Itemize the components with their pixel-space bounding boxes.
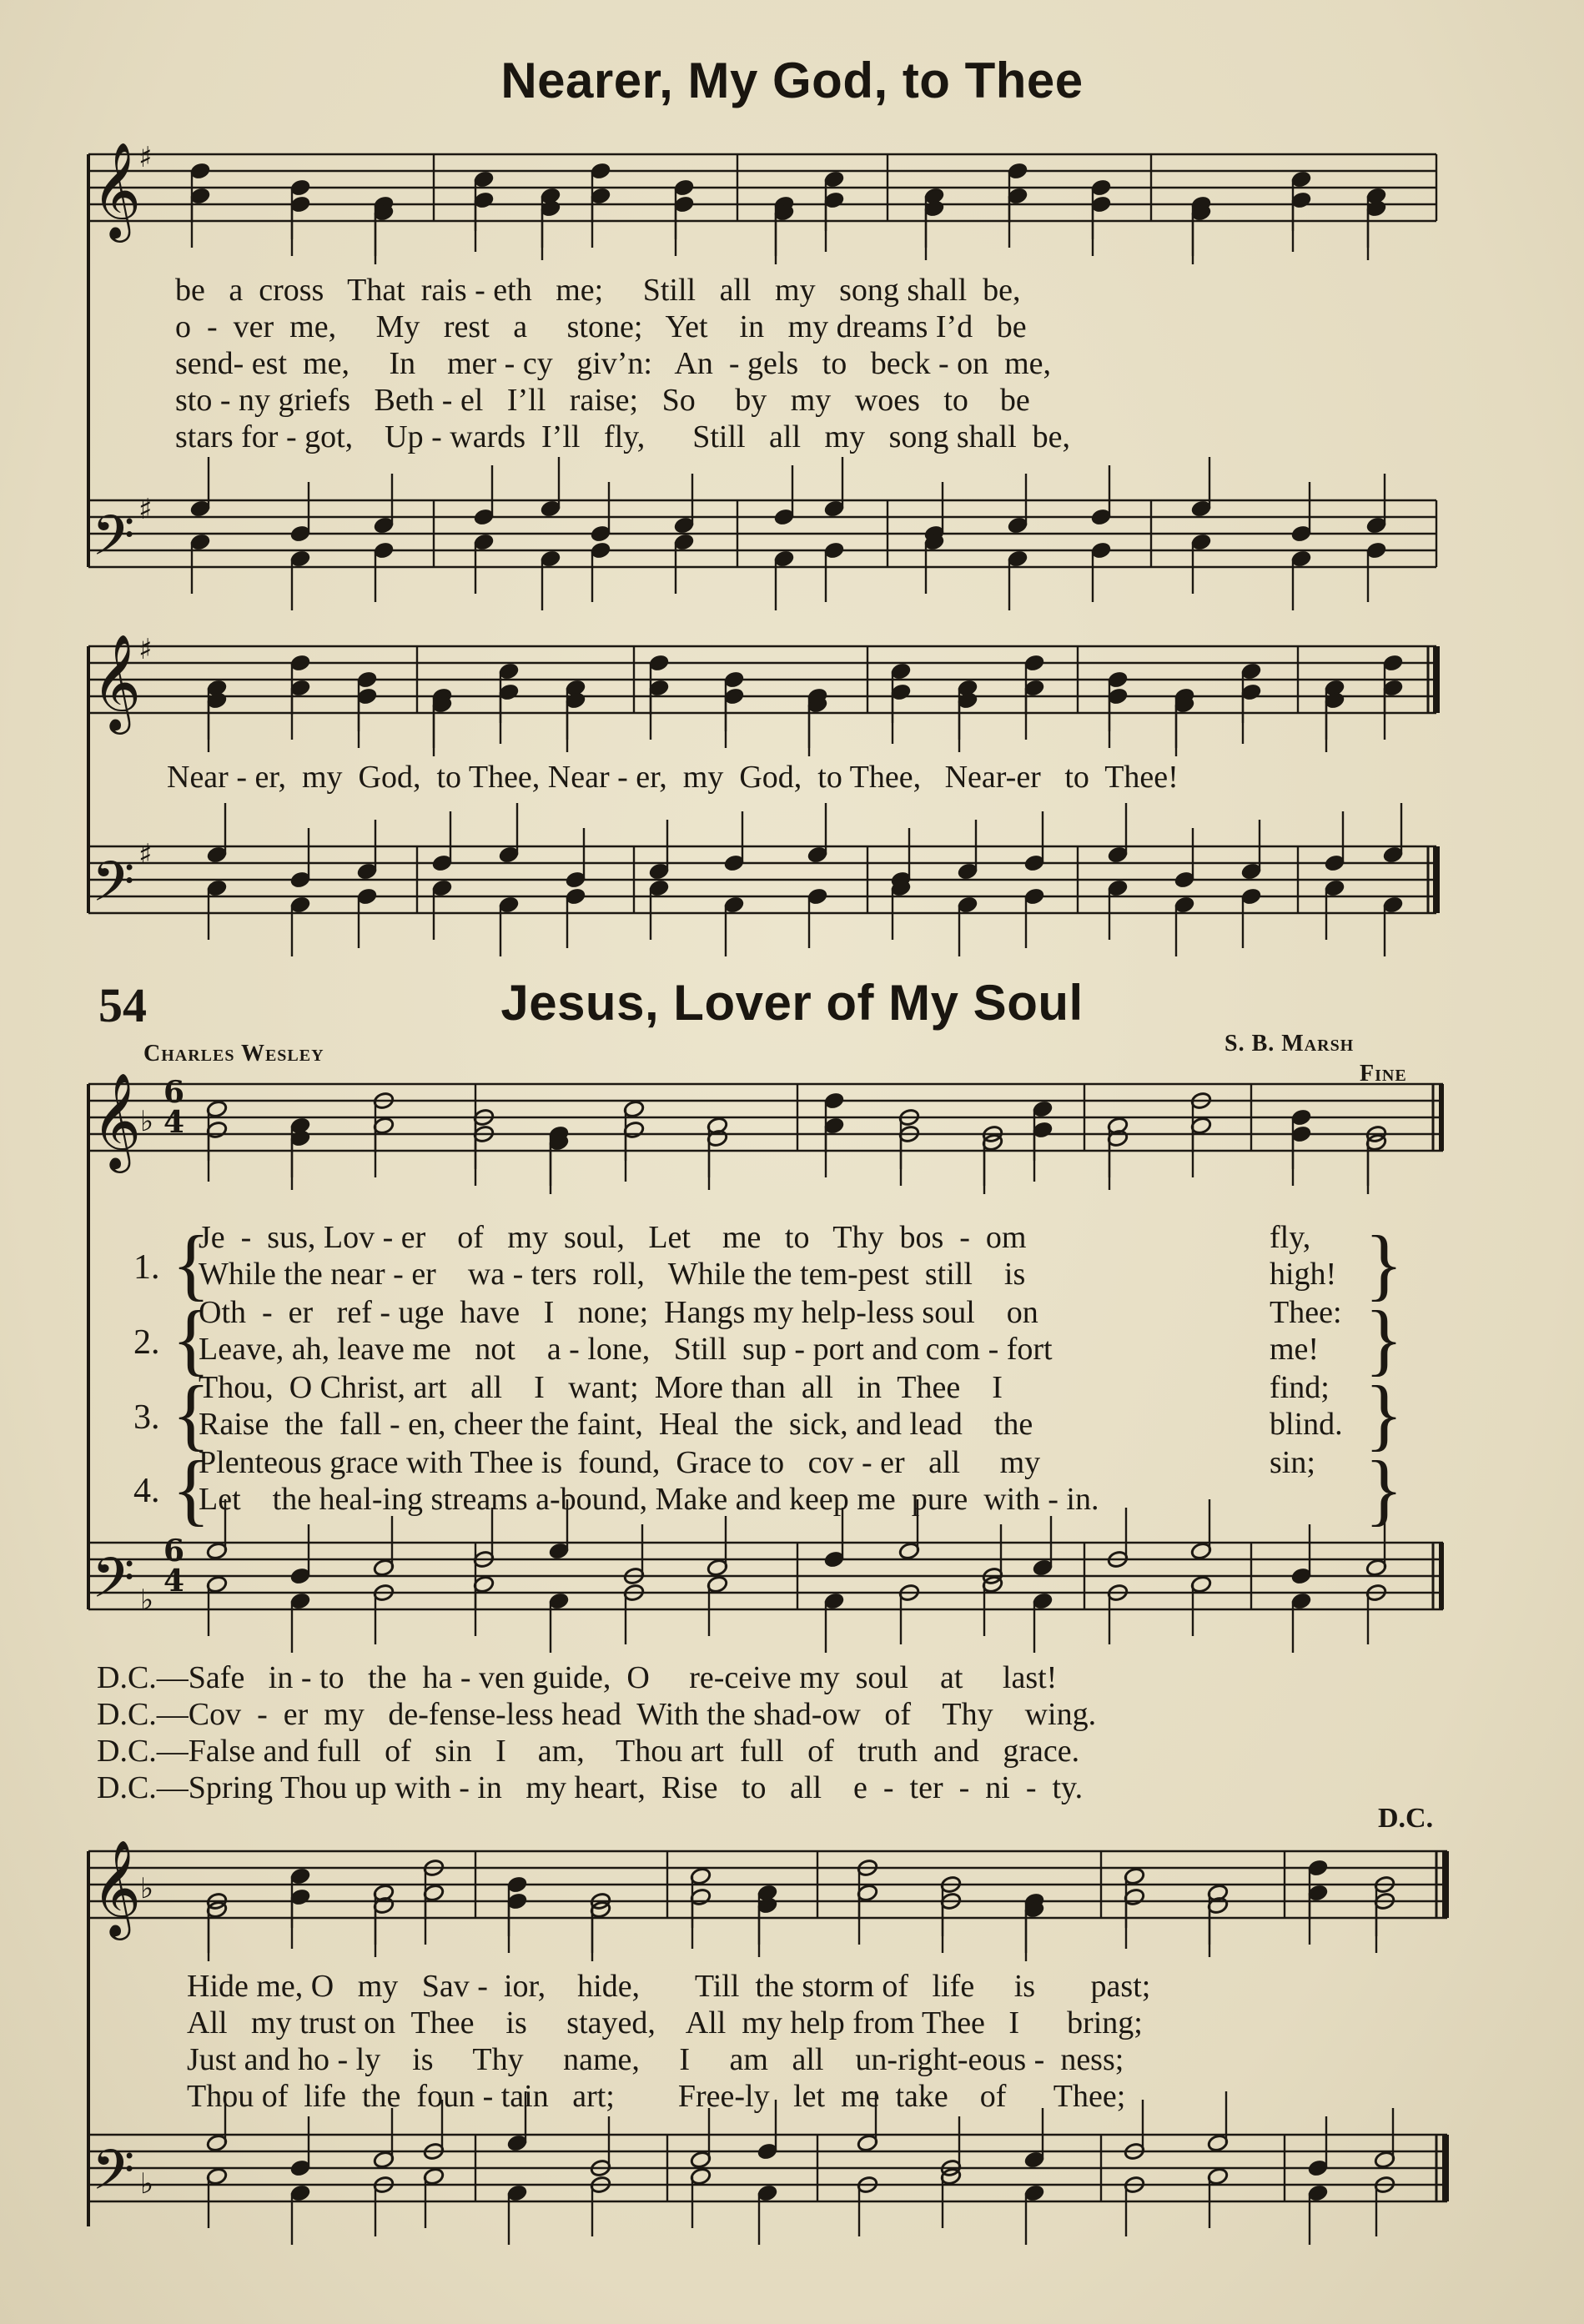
svg-text:♯: ♯ <box>138 493 153 526</box>
dc-line-1: D.C.—Safe in - to the ha - ven guide, O re-ceive my soul at last! <box>97 1660 1058 1695</box>
svg-text:𝄞: 𝄞 <box>92 633 142 730</box>
verse-line-4: sto - ny griefs Beth - el I’ll raise; So by my woes to be <box>175 383 1030 418</box>
refrain-line: Near - er, my God, to Thee, Near - er, my God, to Thee, Near-er to Thee! <box>167 760 1179 795</box>
verse54-end-1: fly, <box>1270 1220 1311 1255</box>
chorus-line-1: Hide me, O my Sav - ior, hide, Till the storm of life is past; <box>187 1969 1151 2004</box>
left-brace-2: { <box>172 1294 211 1383</box>
right-brace-2: } <box>1365 1294 1404 1383</box>
svg-text:𝄞: 𝄞 <box>92 141 142 238</box>
chorus-line-2: All my trust on Thee is stayed, All my help from Thee I bring; <box>187 2005 1143 2040</box>
svg-text:♭: ♭ <box>140 1872 154 1905</box>
fine-mark: Fine <box>1360 1061 1407 1087</box>
verse-line-5: stars for - got, Up - wards I’ll fly, Still all my song shall be, <box>175 419 1071 454</box>
svg-text:♯: ♯ <box>138 838 153 871</box>
verse54-line-8: Let the heal-ing streams a-bound, Make and keep me pure with - in. <box>199 1482 1099 1517</box>
verse54-line-1: Je - sus, Lov - er of my soul, Let me to Thy bos - om <box>199 1220 1027 1255</box>
svg-text:4: 4 <box>163 1564 185 1599</box>
hymn-composer: S. B. Marsh <box>1224 1031 1355 1057</box>
svg-text:𝄞: 𝄞 <box>92 1839 142 1936</box>
hymn-title-jesus-lover: Jesus, Lover of My Soul <box>500 975 1084 1031</box>
svg-text:𝄞: 𝄞 <box>92 1072 142 1169</box>
svg-text:♯: ♯ <box>138 141 153 174</box>
svg-text:♯: ♯ <box>138 633 153 666</box>
left-brace-3: { <box>172 1369 211 1458</box>
right-brace-1: } <box>1365 1219 1404 1308</box>
stanza-number-1: 1. <box>133 1248 160 1287</box>
hymn-author: Charles Wesley <box>143 1041 324 1067</box>
svg-text:♭: ♭ <box>140 1105 154 1138</box>
verse54-end-2: high! <box>1270 1257 1337 1292</box>
stanza-number-2: 2. <box>133 1323 160 1362</box>
hymn-number: 54 <box>98 978 147 1032</box>
hymn-title-nearer-my-god: Nearer, My God, to Thee <box>500 53 1084 108</box>
verse-line-1: be a cross That rais - eth me; Still all my song shall be, <box>175 273 1021 308</box>
verse54-end-7: sin; <box>1270 1445 1315 1480</box>
verse54-end-5: find; <box>1270 1370 1330 1405</box>
stanza-number-3: 3. <box>133 1398 160 1437</box>
verse54-line-5: Thou, O Christ, art all I want; More than all in Thee I <box>199 1370 1003 1405</box>
dc-line-3: D.C.—False and full of sin I am, Thou art full of truth and grace. <box>97 1734 1080 1769</box>
svg-text:6: 6 <box>163 1533 185 1569</box>
dc-mark: D.C. <box>1378 1803 1434 1834</box>
dc-line-2: D.C.—Cov - er my de-fense-less head With the shad-ow of Thy wing. <box>97 1697 1097 1732</box>
verse54-line-4: Leave, ah, leave me not a - lone, Still sup - port and com - fort <box>199 1332 1053 1367</box>
right-brace-3: } <box>1365 1369 1404 1458</box>
verse54-end-3: Thee: <box>1270 1295 1342 1330</box>
verse54-line-2: While the near - er wa - ters roll, While the tem-pest still is <box>199 1257 1026 1292</box>
svg-text:♭: ♭ <box>140 1584 154 1617</box>
chorus-line-4: Thou of life the foun - tain art; Free-ly let me take of Thee; <box>187 2079 1126 2114</box>
verse-line-3: send- est me, In mer - cy giv’n: An - gels to beck - on me, <box>175 346 1052 381</box>
dc-line-4: D.C.—Spring Thou up with - in my heart, Rise to all e - ter - ni - ty. <box>97 1770 1084 1805</box>
staff-lines-system1-treble <box>88 154 1436 221</box>
svg-text:4: 4 <box>163 1105 185 1140</box>
svg-text:𝄢: 𝄢 <box>92 850 135 927</box>
chorus-line-3: Just and ho - ly is Thy name, I am all un-right-eous - ness; <box>187 2042 1124 2077</box>
verse54-line-3: Oth - er ref - uge have I none; Hangs my help-less soul on <box>199 1295 1038 1330</box>
stanza-number-4: 4. <box>133 1472 160 1510</box>
verse54-end-4: me! <box>1270 1332 1320 1367</box>
svg-text:6: 6 <box>163 1075 185 1110</box>
verse-line-2: o - ver me, My rest a stone; Yet in my dreams I’d be <box>175 309 1027 344</box>
right-brace-4: } <box>1365 1444 1404 1533</box>
left-brace-1: { <box>172 1219 211 1308</box>
svg-text:♭: ♭ <box>140 2167 154 2201</box>
verse54-line-6: Raise the fall - en, cheer the faint, Heal the sick, and lead the <box>199 1407 1033 1442</box>
left-brace-4: { <box>172 1444 211 1533</box>
verse54-end-6: blind. <box>1270 1407 1343 1442</box>
svg-text:𝄢: 𝄢 <box>92 504 135 581</box>
svg-text:𝄢: 𝄢 <box>92 1546 135 1624</box>
svg-text:𝄢: 𝄢 <box>92 2138 135 2216</box>
verse54-line-7: Plenteous grace with Thee is found, Grace to cov - er all my <box>199 1445 1041 1480</box>
